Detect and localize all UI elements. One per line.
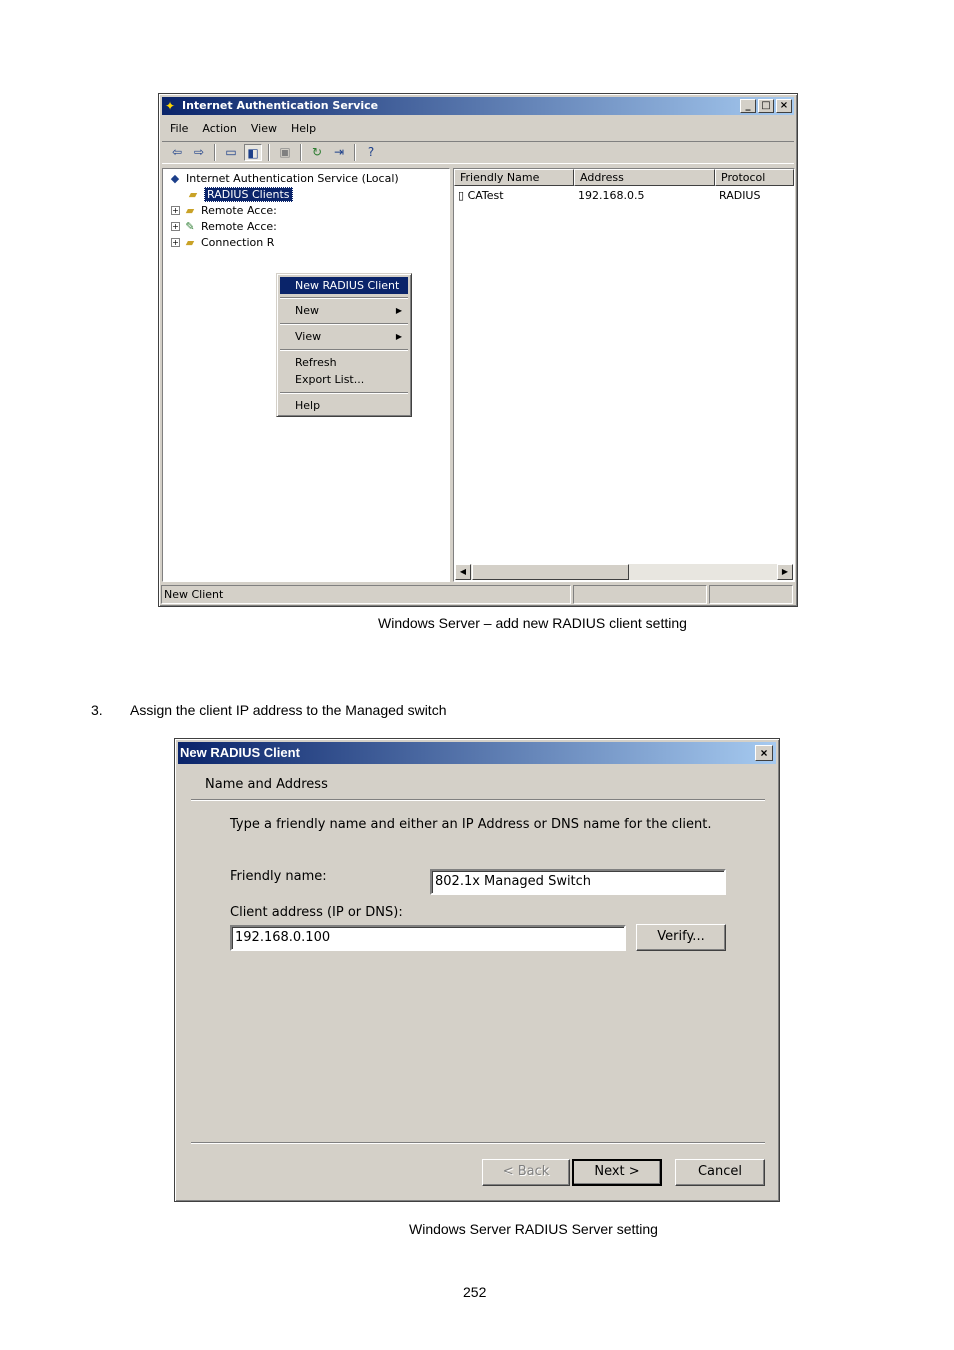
dialog-title-bar bbox=[178, 742, 776, 764]
horizontal-scrollbar[interactable] bbox=[455, 564, 793, 580]
menu-view[interactable]: View bbox=[250, 121, 277, 135]
toolbar bbox=[162, 141, 794, 164]
new-radius-client-dialog bbox=[174, 738, 780, 1202]
client-address-input[interactable]: 192.168.0.100 bbox=[230, 925, 626, 951]
menu-file[interactable]: File bbox=[170, 121, 189, 135]
column-friendly-name[interactable]: Friendly Name bbox=[454, 169, 574, 186]
column-protocol[interactable]: Protocol bbox=[715, 169, 794, 186]
folder-icon: ▰ bbox=[188, 187, 198, 201]
folder-icon: ▰ bbox=[185, 235, 195, 249]
cell-friendly-name: CATest bbox=[467, 189, 504, 202]
next-button[interactable]: Next > bbox=[572, 1159, 662, 1186]
submenu-arrow-icon: ▶ bbox=[395, 306, 402, 315]
back-icon[interactable]: ⇦ bbox=[171, 145, 183, 159]
column-address[interactable]: Address bbox=[574, 169, 715, 186]
menu-item-label: View bbox=[295, 330, 322, 343]
expand-icon[interactable]: + bbox=[172, 205, 179, 215]
menu-help[interactable]: Help bbox=[290, 121, 317, 135]
table-row[interactable] bbox=[454, 188, 794, 204]
scroll-right-icon[interactable]: ▶ bbox=[777, 564, 793, 580]
expand-icon[interactable]: + bbox=[172, 221, 179, 231]
delete-icon[interactable]: ▣ bbox=[279, 145, 291, 159]
ias-window-title: Internet Authentication Service bbox=[182, 99, 379, 112]
folder-icon: ▰ bbox=[185, 203, 195, 217]
scroll-left-icon[interactable]: ◀ bbox=[455, 564, 471, 580]
verify-button[interactable]: Verify... bbox=[636, 924, 726, 951]
client-address-label: Client address (IP or DNS): bbox=[230, 905, 403, 920]
divider bbox=[191, 799, 765, 801]
toolbar-separator bbox=[268, 144, 270, 161]
menu-item-export-list[interactable] bbox=[280, 371, 408, 388]
expand-icon[interactable]: + bbox=[172, 237, 179, 247]
menu-bar bbox=[162, 118, 794, 138]
tree-item-remote-access-2[interactable] bbox=[171, 218, 277, 234]
menu-item-refresh[interactable] bbox=[280, 354, 408, 371]
menu-item-help[interactable] bbox=[280, 397, 408, 414]
menu-item-label: New bbox=[295, 304, 319, 317]
client-icon: ▯ bbox=[458, 189, 465, 202]
menu-separator bbox=[280, 323, 408, 325]
menu-separator bbox=[280, 392, 408, 394]
refresh-icon[interactable]: ↻ bbox=[311, 145, 323, 159]
back-button[interactable]: < Back bbox=[482, 1159, 570, 1186]
status-panel bbox=[573, 585, 707, 604]
menu-item-label: Help bbox=[295, 399, 321, 412]
figure-caption: Windows Server RADIUS Server setting bbox=[409, 1221, 658, 1237]
instruction-text: Type a friendly name and either an IP Address or DNS name for the client. bbox=[230, 817, 712, 832]
dialog-title: New RADIUS Client bbox=[180, 745, 300, 760]
menu-item-view[interactable] bbox=[280, 328, 408, 345]
menu-item-new[interactable] bbox=[280, 302, 408, 319]
submenu-arrow-icon: ▶ bbox=[395, 332, 402, 341]
toolbar-separator bbox=[214, 144, 216, 161]
step-number: 3. bbox=[91, 702, 103, 718]
tree-item-label: RADIUS Clients bbox=[204, 187, 293, 202]
menu-separator bbox=[280, 297, 408, 299]
toolbar-separator bbox=[354, 144, 356, 161]
step-text: Assign the client IP address to the Managed switch bbox=[130, 702, 447, 718]
forward-icon[interactable]: ⇨ bbox=[193, 145, 205, 159]
tree-item-label: Remote Acce: bbox=[201, 219, 277, 233]
tree-item-label: Remote Acce: bbox=[201, 203, 277, 217]
ias-title-bar bbox=[162, 97, 794, 115]
section-heading: Name and Address bbox=[205, 777, 328, 792]
menu-separator bbox=[280, 349, 408, 351]
help-icon[interactable]: ? bbox=[367, 145, 375, 159]
close-button[interactable]: × bbox=[776, 99, 792, 113]
tree-item-radius-clients[interactable] bbox=[185, 186, 293, 202]
toolbar-separator bbox=[300, 144, 302, 161]
tree-item-remote-access-1[interactable] bbox=[171, 202, 277, 218]
console-tree bbox=[162, 168, 450, 582]
friendly-name-input[interactable]: 802.1x Managed Switch bbox=[430, 869, 726, 895]
tree-root[interactable] bbox=[167, 170, 399, 186]
cancel-button[interactable]: Cancel bbox=[675, 1159, 765, 1186]
context-menu bbox=[276, 273, 412, 417]
tree-item-connection[interactable] bbox=[171, 234, 274, 250]
list-header bbox=[454, 169, 794, 186]
menu-action[interactable]: Action bbox=[202, 121, 237, 135]
menu-item-new-radius-client[interactable] bbox=[280, 277, 408, 294]
tree-root-label: Internet Authentication Service (Local) bbox=[186, 171, 399, 185]
close-button[interactable]: × bbox=[755, 745, 773, 761]
details-list bbox=[453, 168, 795, 582]
friendly-name-label: Friendly name: bbox=[230, 869, 327, 884]
export-icon[interactable]: ⇥ bbox=[333, 145, 345, 159]
cell-protocol: RADIUS bbox=[719, 189, 761, 202]
cell-address: 192.168.0.5 bbox=[578, 189, 645, 202]
ias-app-icon: ✦ bbox=[165, 99, 176, 113]
status-panel bbox=[709, 585, 793, 604]
menu-item-label: Refresh bbox=[295, 356, 337, 369]
page-number: 252 bbox=[463, 1284, 487, 1300]
divider bbox=[191, 1142, 765, 1144]
ias-node-icon: ◆ bbox=[170, 171, 180, 185]
status-text: New Client bbox=[161, 585, 571, 604]
tree-item-label: Connection R bbox=[201, 235, 275, 249]
menu-item-label: New RADIUS Client bbox=[295, 279, 400, 292]
figure-caption: Windows Server – add new RADIUS client setting bbox=[378, 615, 687, 631]
show-tree-icon[interactable]: ◧ bbox=[244, 144, 262, 161]
scroll-thumb[interactable] bbox=[472, 564, 629, 580]
status-bar bbox=[161, 585, 795, 604]
minimize-button[interactable]: _ bbox=[740, 99, 756, 113]
menu-item-label: Export List... bbox=[295, 373, 365, 386]
up-folder-icon[interactable]: ▭ bbox=[225, 145, 237, 159]
ias-window bbox=[158, 93, 798, 607]
maximize-button[interactable]: □ bbox=[758, 99, 774, 113]
policy-icon: ✎ bbox=[185, 219, 195, 233]
